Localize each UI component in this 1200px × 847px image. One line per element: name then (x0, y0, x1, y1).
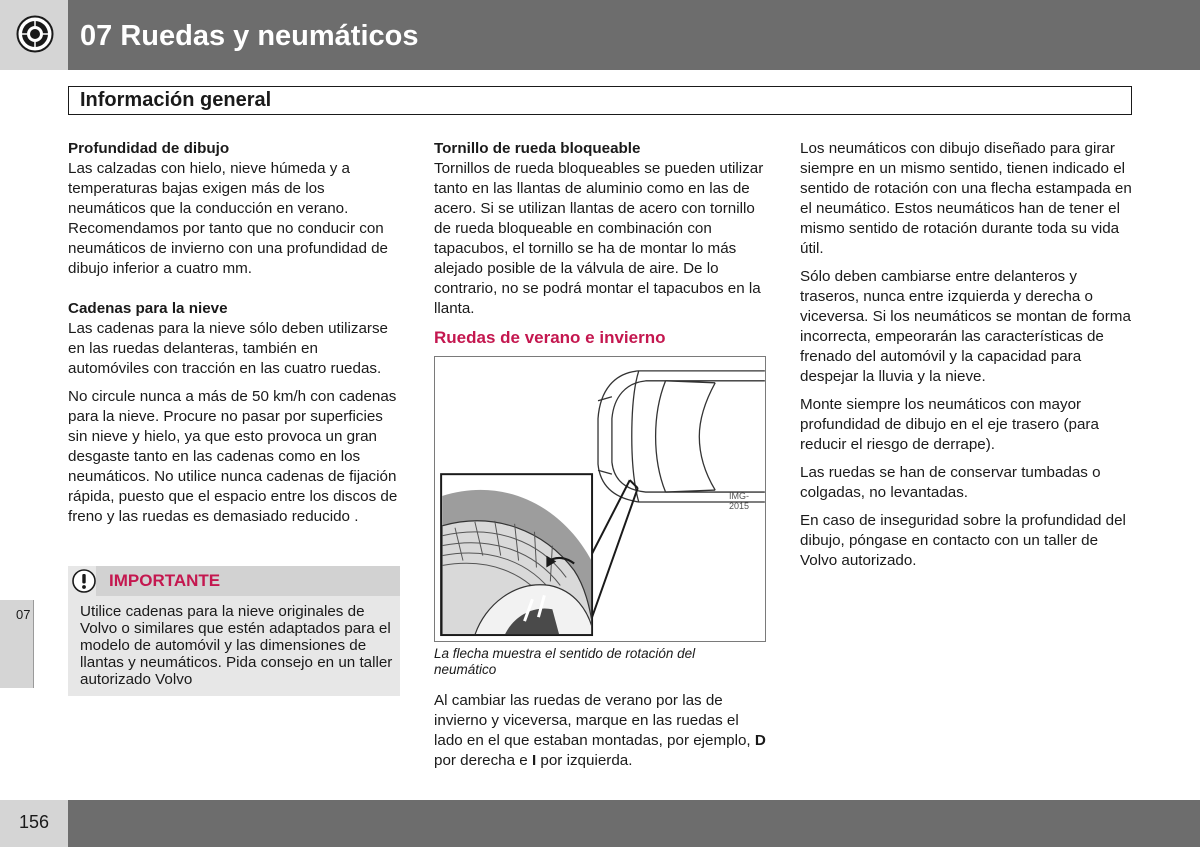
paragraph-cadenas-2: No circule nunca a más de 50 km/h con cadenas para la nieve. Procure no pasar por superficies sin nieve y hielo, ya que esto provoca un gran desgaste tanto en las cadenas como en los neumáticos. No utilice nunca cadenas de fijación rápida, puesto que el espacio entre los discos de freno y las ruedas es demasiado reducido . (68, 388, 398, 525)
paragraph-almacenamiento: Las ruedas se han de conservar tumbadas o colgadas, no levantadas. (800, 464, 1101, 501)
paragraph-inseguridad: En caso de inseguridad sobre la profundidad del dibujo, póngase en contacto con un taller de Volvo autorizado. (800, 512, 1126, 569)
important-header (68, 566, 400, 596)
paragraph-sentido-rotacion: Los neumáticos con dibujo diseñado para girar siempre en un mismo sentido, tienen indicado el sentido de rotación con una flecha estampada en el neumático. Estos neumáticos han de tener el mismo sentido de rotación durante toda su vida útil. (800, 140, 1132, 257)
chapter-side-tab-label: 07 (16, 607, 31, 622)
column-1 (68, 139, 400, 535)
important-text: Utilice cadenas para la nieve originales de Volvo o similares que estén adaptados para el modelo de automóvil y las dimensiones de llantas y neumáticos. Pida consejo en un taller autorizado Volvo (80, 603, 393, 688)
heading-cadenas: Cadenas para la nieve (68, 300, 228, 317)
chapter-title: 07 Ruedas y neumáticos (80, 20, 419, 52)
page-number: 156 (18, 812, 50, 832)
header-icon-panel (0, 0, 68, 70)
paragraph-profundidad: Las calzadas con hielo, nieve húmeda y a temperaturas bajas exigen más de los neumáticos que la conducción en verano. Recomendamos por tanto que no conducir con neumáticos de invierno con una profundidad de dibujo inferior a cuatro mm. (68, 160, 389, 277)
car-tire-drawing (435, 357, 765, 641)
subheading-ruedas-verano-invierno: Ruedas de verano e invierno (434, 328, 666, 347)
column-3 (800, 139, 1132, 579)
heading-profundidad: Profundidad de dibujo (68, 140, 230, 157)
paragraph-tornillo: Tornillos de rueda bloqueables se pueden utilizar tanto en las llantas de aluminio como en las de acero. Si se utilizan llantas de acero con tornillo de rueda bloqueable en combinación con tapacubos, el tornillo se ha de montar lo más alejado posible de la válvula de aire. De lo contrario, no se podrá montar el tapacubos en la llanta. (434, 160, 764, 317)
chapter-side-tab (0, 600, 34, 688)
important-title: IMPORTANTE (109, 571, 221, 590)
figure-code: IMG-2015 (729, 491, 750, 511)
section-title-box (68, 86, 1132, 115)
important-notice (68, 566, 400, 696)
paragraph-cadenas-1: Las cadenas para la nieve sólo deben utilizarse en las ruedas delanteras, también en automóviles con tracción en las cuatro ruedas. (68, 320, 388, 377)
tire-rotation-illustration (434, 356, 766, 642)
paragraph-marcar-ruedas: Al cambiar las ruedas de verano por las de invierno y viceversa, marque en las ruedas el lado en el que estaban montadas, por ejemplo, D por derecha e I por izquierda. (434, 692, 766, 769)
column-2 (434, 139, 766, 358)
paragraph-eje-trasero: Monte siempre los neumáticos con mayor profundidad de dibujo en el eje trasero (para reducir el riesgo de derrape). (800, 396, 1099, 453)
warning-exclamation-icon (72, 569, 96, 593)
car-outline (598, 371, 765, 502)
footer-bar (68, 800, 1200, 847)
figure-caption: La flecha muestra el sentido de rotación del neumático (434, 646, 696, 677)
section-title: Información general (80, 89, 272, 111)
tire-icon (16, 15, 54, 53)
heading-tornillo: Tornillo de rueda bloqueable (434, 140, 641, 157)
paragraph-cambio-ruedas: Sólo deben cambiarse entre delanteros y traseros, nunca entre izquierda y derecha o viceversa. Si los neumáticos se montan de forma incorrecta, empeorarán las características de frenado del automóvil y la capacidad para despejar la lluvia y la nieve. (800, 268, 1131, 385)
